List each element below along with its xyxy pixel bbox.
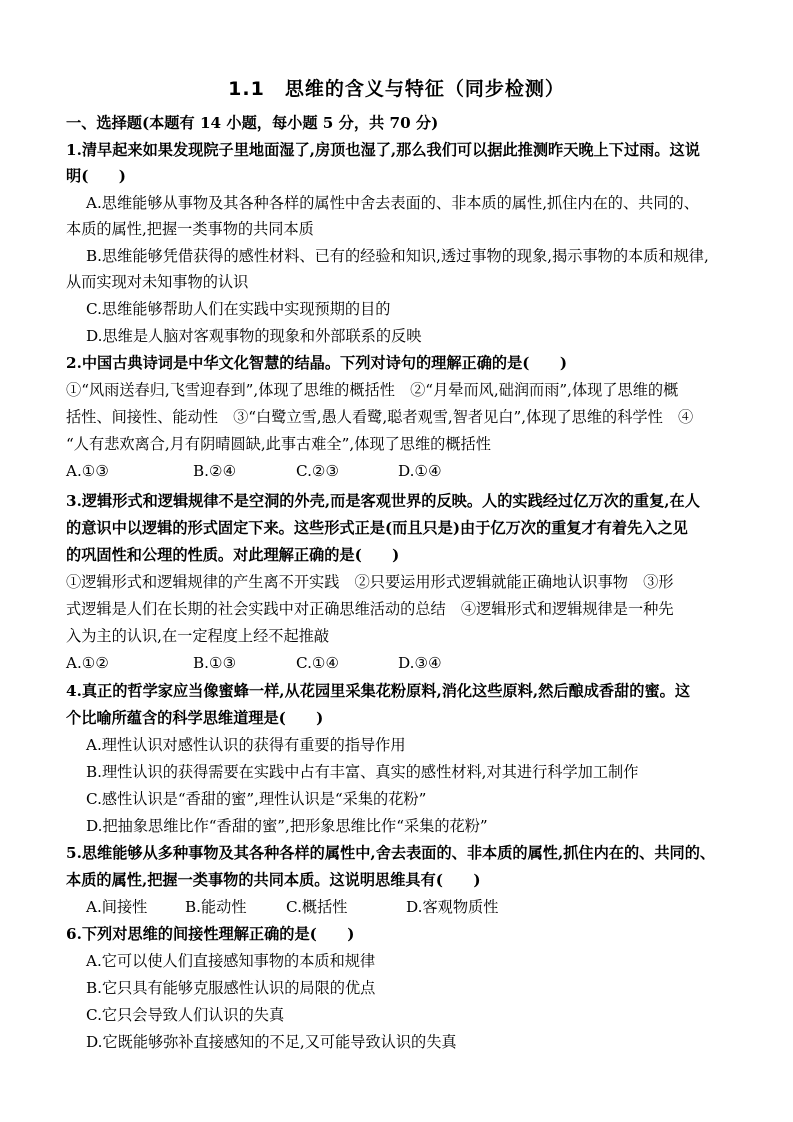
- option-b: B.能动性: [185, 898, 247, 916]
- question-2-statement: 括性、间接性、能动性 ③“白鹭立雪,愚人看鹭,聪者观雪,智者见白”,体现了思维的科学性 ④: [66, 408, 694, 426]
- question-4-stem: 个比喻所蕴含的科学思维道理是( ): [66, 709, 324, 727]
- question-5-stem: 本质的属性,把握一类事物的共同本质。这说明思维具有( ): [66, 871, 481, 889]
- option-d: D.客观物质性: [406, 898, 499, 916]
- question-4-option-d: D.把抽象思维比作“香甜的蜜”,把形象思维比作“采集的花粉”: [86, 817, 488, 835]
- question-4-option-c: C.感性认识是“香甜的蜜”,理性认识是“采集的花粉”: [86, 790, 427, 808]
- question-3-statement: ①逻辑形式和逻辑规律的产生离不开实践 ②只要运用形式逻辑就能正确地认识事物 ③形: [66, 573, 674, 591]
- question-6-option-d: D.它既能够弥补直接感知的不足,又可能导致认识的失真: [86, 1033, 457, 1051]
- question-3-statement: 式逻辑是人们在长期的社会实践中对正确思维活动的总结 ④逻辑形式和逻辑规律是一种先: [66, 600, 674, 618]
- question-5-options: [86, 894, 686, 920]
- question-5-stem: 5.思维能够从多种事物及其各种各样的属性中,舍去表面的、非本质的属性,抓住内在的、共同的、: [66, 844, 716, 862]
- option-d: D.①④: [398, 462, 442, 480]
- question-1-option-a: A.思维能够从事物及其各种各样的属性中舍去表面的、非本质的属性,抓住内在的、共同的、: [86, 194, 699, 212]
- question-4-stem: 4.真正的哲学家应当像蜜蜂一样,从花园里采集花粉原料,消化这些原料,然后酿成香甜的蜜。这: [66, 682, 691, 700]
- option-c: C.②③: [296, 462, 340, 480]
- question-3-stem: 的意识中以逻辑的形式固定下来。这些形式正是(而且只是)由于亿万次的重复才有着先入之见: [66, 519, 688, 537]
- option-c: C.①④: [296, 654, 340, 672]
- question-1-option-a: 本质的属性,把握一类事物的共同本质: [66, 220, 314, 238]
- question-2-statement: ①“风雨送春归,飞雪迎春到”,体现了思维的概括性 ②“月晕而风,础润而雨”,体现了思维的概: [66, 381, 679, 399]
- option-c: C.概括性: [286, 898, 348, 916]
- question-4-option-a: A.理性认识对感性认识的获得有重要的指导作用: [86, 736, 406, 754]
- question-6-option-c: C.它只会导致人们认识的失真: [86, 1006, 285, 1024]
- option-b: B.②④: [193, 462, 237, 480]
- question-1-option-b: 从而实现对未知事物的认识: [66, 273, 249, 291]
- option-d: D.③④: [398, 654, 442, 672]
- option-a: A.①②: [66, 654, 110, 672]
- question-1-option-b: B.思维能够凭借获得的感性材料、已有的经验和知识,透过事物的现象,揭示事物的本质和规律,: [86, 247, 709, 265]
- question-6-option-b: B.它只具有能够克服感性认识的局限的优点: [86, 979, 376, 997]
- question-3-statement: 入为主的认识,在一定程度上经不起推敲: [66, 627, 330, 645]
- question-6-option-a: A.它可以使人们直接感知事物的本质和规律: [86, 952, 376, 970]
- question-2-stem: 2.中国古典诗词是中华文化智慧的结晶。下列对诗句的理解正确的是( ): [66, 354, 568, 372]
- section-heading: 一、选择题(本题有 14 小题，每小题 5 分，共 70 分): [66, 114, 439, 132]
- question-3-stem: 的巩固性和公理的性质。对此理解正确的是( ): [66, 546, 400, 564]
- question-2-statement: “人有悲欢离合,月有阴晴圆缺,此事古难全”,体现了思维的概括性: [66, 435, 491, 453]
- option-b: B.①③: [193, 654, 237, 672]
- question-1-option-c: C.思维能够帮助人们在实践中实现预期的目的: [86, 300, 391, 318]
- question-1-stem: 明( ): [66, 167, 126, 185]
- question-6-stem: 6.下列对思维的间接性理解正确的是( ): [66, 925, 355, 943]
- question-3-options: [66, 650, 666, 676]
- question-1-option-d: D.思维是人脑对客观事物的现象和外部联系的反映: [86, 327, 422, 345]
- question-2-options: [66, 458, 666, 484]
- option-a: A.①③: [66, 462, 110, 480]
- question-4-option-b: B.理性认识的获得需要在实践中占有丰富、真实的感性材料,对其进行科学加工制作: [86, 763, 639, 781]
- option-a: A.间接性: [86, 898, 148, 916]
- page-title: 1.1 思维的含义与特征（同步检测）: [228, 78, 565, 100]
- question-3-stem: 3.逻辑形式和逻辑规律不是空洞的外壳,而是客观世界的反映。人的实践经过亿万次的重复,在人: [66, 492, 700, 510]
- question-1-stem: 1.清早起来如果发现院子里地面湿了,房顶也湿了,那么我们可以据此推测昨天晚上下过雨。这说: [66, 141, 700, 159]
